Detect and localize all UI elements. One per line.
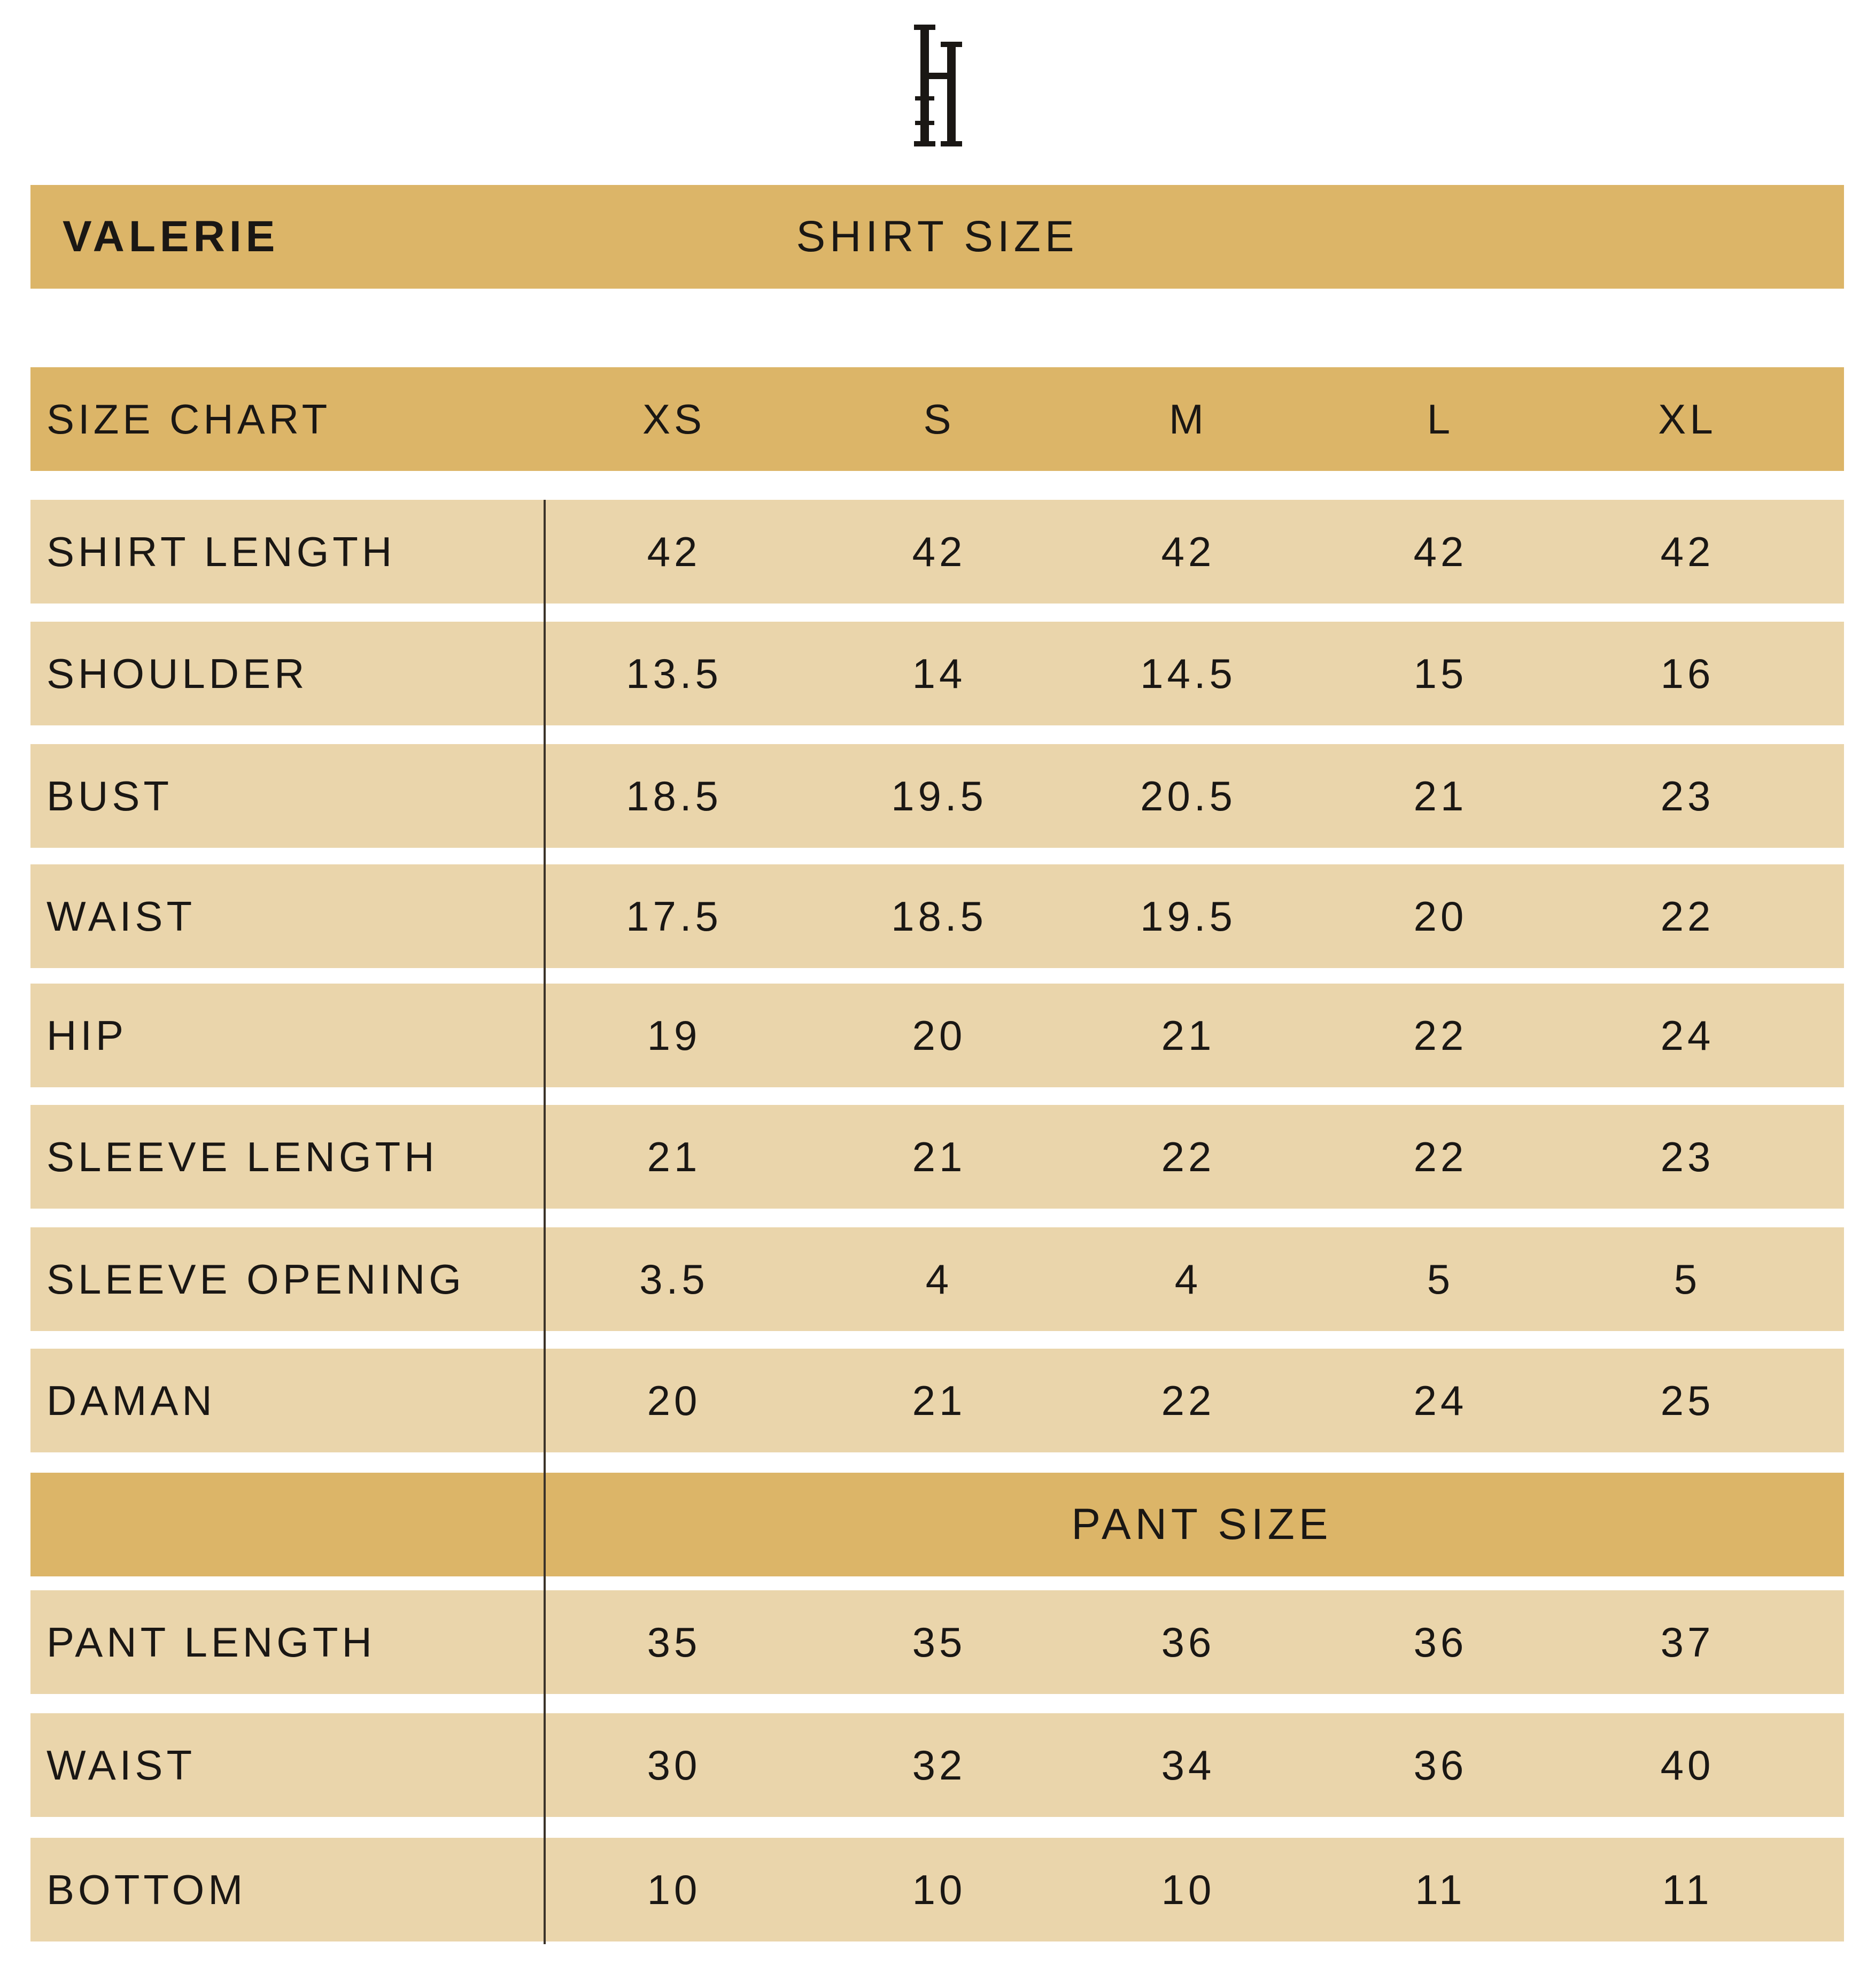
cell-value: 11 [1662,1866,1713,1913]
cell-value: 20 [647,1376,701,1424]
cell-value: 19.5 [891,772,987,819]
cell-value: 35 [912,1618,966,1666]
table-row [30,1838,1844,1941]
cell-value: 21 [647,1133,701,1180]
table-row [30,1713,1844,1817]
cell-value: 20 [912,1011,966,1059]
cell-value: 22 [1413,1011,1468,1059]
cell-value: 24 [1660,1011,1715,1059]
cell-value: 42 [912,528,966,575]
cell-value: 15 [1413,649,1468,697]
cell-value: 21 [912,1133,966,1180]
cell-value: 5 [1673,1255,1701,1303]
size-header-s: S [923,395,955,443]
cell-value: 20.5 [1140,772,1236,819]
row-label: SLEEVE OPENING [47,1255,465,1303]
cell-value: 16 [1660,649,1715,697]
cell-value: 4 [1174,1255,1202,1303]
cell-value: 21 [912,1376,966,1424]
pant-size-band [30,1473,1844,1576]
cell-value: 22 [1413,1133,1468,1180]
cell-value: 25 [1660,1376,1715,1424]
cell-value: 40 [1660,1741,1715,1789]
row-label: WAIST [47,892,196,940]
table-row [30,1105,1844,1209]
cell-value: 30 [647,1741,701,1789]
cell-value: 19 [647,1011,701,1059]
row-label: DAMAN [47,1376,216,1424]
cell-value: 22 [1660,892,1715,940]
row-label: WAIST [47,1741,196,1789]
cell-value: 17.5 [626,892,722,940]
cell-value: 22 [1161,1376,1215,1424]
row-label: SHIRT LENGTH [47,528,396,575]
cell-value: 42 [1161,528,1215,575]
size-chart-label: SIZE CHART [47,395,331,443]
row-label: SHOULDER [47,649,308,697]
cell-value: 21 [1413,772,1468,819]
shirt-size-title: SHIRT SIZE [796,212,1079,261]
cell-value: 20 [1413,892,1468,940]
cell-value: 4 [925,1255,953,1303]
cell-value: 5 [1427,1255,1454,1303]
size-chart-header [30,367,1844,471]
cell-value: 19.5 [1140,892,1236,940]
monogram-h-logo-icon [909,21,967,150]
cell-value: 21 [1161,1011,1215,1059]
cell-value: 32 [912,1741,966,1789]
table-row [30,1227,1844,1331]
cell-value: 22 [1161,1133,1215,1180]
cell-value: 24 [1413,1376,1468,1424]
row-label: SLEEVE LENGTH [47,1133,438,1180]
column-divider [544,500,546,1944]
brand-name: VALERIE [63,212,280,261]
cell-value: 36 [1161,1618,1215,1666]
cell-value: 3.5 [639,1255,709,1303]
table-row [30,500,1844,604]
cell-value: 36 [1413,1741,1468,1789]
table-row [30,1590,1844,1694]
cell-value: 10 [1161,1866,1215,1913]
title-band [30,185,1844,289]
cell-value: 18.5 [626,772,722,819]
size-header-m: M [1169,395,1207,443]
cell-value: 42 [647,528,701,575]
row-label: BUST [47,772,173,819]
size-header-xs: XS [642,395,706,443]
cell-value: 36 [1413,1618,1468,1666]
table-row [30,744,1844,848]
cell-value: 35 [647,1618,701,1666]
table-row [30,1349,1844,1452]
cell-value: 13.5 [626,649,722,697]
cell-value: 34 [1161,1741,1215,1789]
pant-size-title: PANT SIZE [1071,1500,1332,1549]
row-label: PANT LENGTH [47,1618,376,1666]
size-header-l: L [1427,395,1454,443]
table-row [30,864,1844,968]
cell-value: 14.5 [1140,649,1236,697]
cell-value: 42 [1413,528,1468,575]
cell-value: 10 [647,1866,701,1913]
row-label: BOTTOM [47,1866,247,1913]
table-row [30,984,1844,1087]
cell-value: 11 [1415,1866,1466,1913]
cell-value: 10 [912,1866,966,1913]
cell-value: 18.5 [891,892,987,940]
cell-value: 42 [1660,528,1715,575]
cell-value: 37 [1660,1618,1715,1666]
cell-value: 14 [912,649,966,697]
row-label: HIP [47,1011,128,1059]
cell-value: 23 [1660,1133,1715,1180]
size-header-xl: XL [1658,395,1717,443]
cell-value: 23 [1660,772,1715,819]
table-row [30,622,1844,725]
